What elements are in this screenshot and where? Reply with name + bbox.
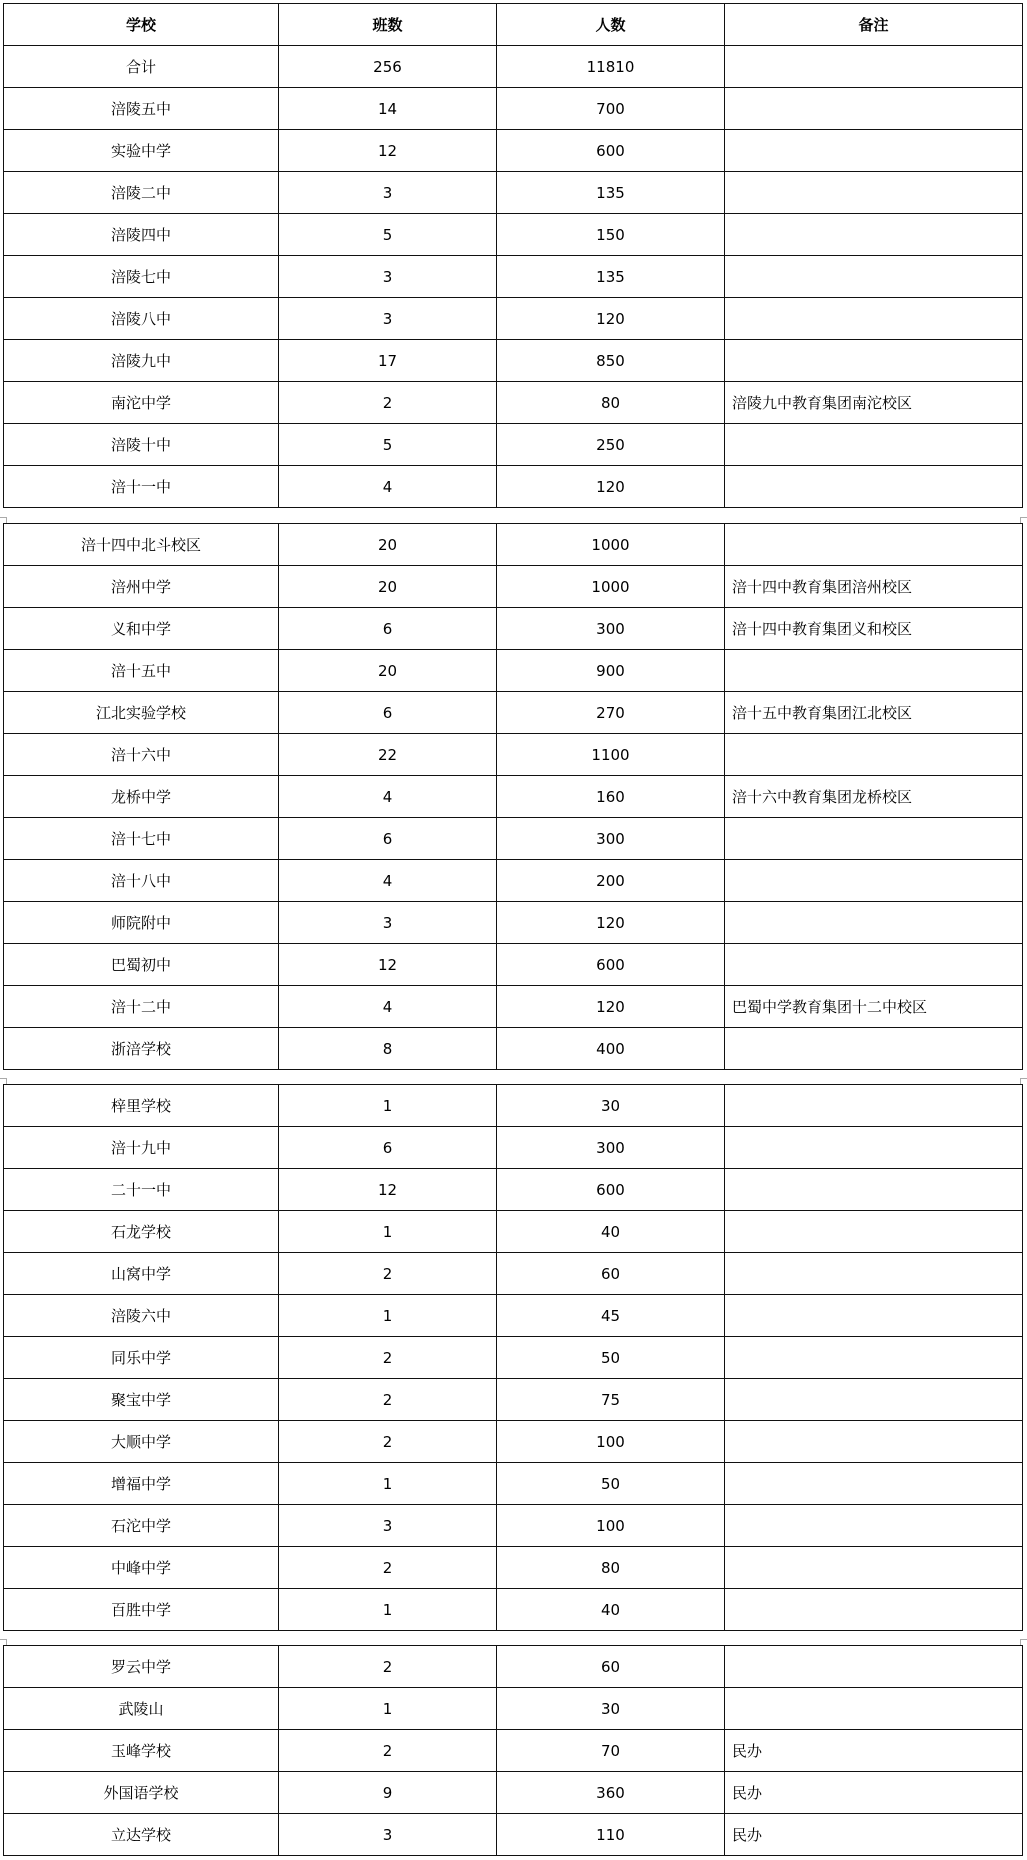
cell-school: 武陵山	[4, 1688, 279, 1730]
cell-note	[725, 88, 1023, 130]
cell-classes: 2	[279, 1730, 497, 1772]
cell-classes: 3	[279, 298, 497, 340]
cell-school: 涪十二中	[4, 986, 279, 1028]
table-row	[4, 1772, 1023, 1814]
cell-note	[725, 214, 1023, 256]
cell-school: 梓里学校	[4, 1085, 279, 1127]
cell-school: 师院附中	[4, 902, 279, 944]
cell-students: 50	[497, 1337, 725, 1379]
cell-school: 玉峰学校	[4, 1730, 279, 1772]
table-row	[4, 1379, 1023, 1421]
cell-school: 涪十一中	[4, 466, 279, 508]
cell-classes: 6	[279, 608, 497, 650]
cell-school: 聚宝中学	[4, 1379, 279, 1421]
cell-note	[725, 130, 1023, 172]
cell-classes: 3	[279, 256, 497, 298]
cell-students: 60	[497, 1253, 725, 1295]
cell-school: 实验中学	[4, 130, 279, 172]
cell-classes: 20	[279, 650, 497, 692]
cell-note	[725, 1085, 1023, 1127]
cell-classes: 8	[279, 1028, 497, 1070]
cell-school: 涪陵九中	[4, 340, 279, 382]
cell-students: 80	[497, 382, 725, 424]
cell-classes: 9	[279, 1772, 497, 1814]
cell-classes: 4	[279, 466, 497, 508]
cell-classes: 1	[279, 1589, 497, 1631]
cell-note	[725, 1295, 1023, 1337]
cell-school: 涪十八中	[4, 860, 279, 902]
cell-classes: 2	[279, 1379, 497, 1421]
cell-students: 200	[497, 860, 725, 902]
cell-school: 涪陵五中	[4, 88, 279, 130]
cell-classes: 4	[279, 860, 497, 902]
cell-school: 百胜中学	[4, 1589, 279, 1631]
cell-school: 涪十五中	[4, 650, 279, 692]
cell-students: 30	[497, 1688, 725, 1730]
cell-students: 1100	[497, 734, 725, 776]
cell-note	[725, 1211, 1023, 1253]
cell-note	[725, 818, 1023, 860]
school-table	[3, 1645, 1023, 1856]
cell-school: 龙桥中学	[4, 776, 279, 818]
cell-students: 70	[497, 1730, 725, 1772]
table-row	[4, 1169, 1023, 1211]
cell-classes: 5	[279, 424, 497, 466]
cell-school: 义和中学	[4, 608, 279, 650]
cell-classes: 17	[279, 340, 497, 382]
cell-students: 75	[497, 1379, 725, 1421]
cell-classes: 5	[279, 214, 497, 256]
cell-school: 涪陵十中	[4, 424, 279, 466]
table-segment-4	[3, 1645, 1022, 1856]
cell-note	[725, 1547, 1023, 1589]
cell-note: 民办	[725, 1730, 1023, 1772]
table-row	[4, 466, 1023, 508]
cell-students: 50	[497, 1463, 725, 1505]
cell-school: 浙涪学校	[4, 1028, 279, 1070]
table-row	[4, 1421, 1023, 1463]
cell-note	[725, 1379, 1023, 1421]
cell-classes: 1	[279, 1463, 497, 1505]
cell-students: 600	[497, 130, 725, 172]
cell-students: 700	[497, 88, 725, 130]
table-row	[4, 986, 1023, 1028]
cell-school: 石沱中学	[4, 1505, 279, 1547]
cell-note	[725, 466, 1023, 508]
table-row	[4, 1295, 1023, 1337]
cell-students: 100	[497, 1505, 725, 1547]
table-row	[4, 256, 1023, 298]
cell-school: 罗云中学	[4, 1646, 279, 1688]
cell-classes: 22	[279, 734, 497, 776]
cell-students: 100	[497, 1421, 725, 1463]
cell-note: 涪十五中教育集团江北校区	[725, 692, 1023, 734]
cell-note	[725, 650, 1023, 692]
cell-classes: 2	[279, 1646, 497, 1688]
cell-students: 120	[497, 298, 725, 340]
cell-students: 120	[497, 902, 725, 944]
table-row	[4, 1253, 1023, 1295]
table-row	[4, 1211, 1023, 1253]
cell-students: 160	[497, 776, 725, 818]
cell-students: 270	[497, 692, 725, 734]
cell-note	[725, 524, 1023, 566]
table-row	[4, 650, 1023, 692]
cell-classes: 2	[279, 382, 497, 424]
cell-classes: 1	[279, 1085, 497, 1127]
cell-students: 40	[497, 1211, 725, 1253]
cell-school: 涪十九中	[4, 1127, 279, 1169]
school-table	[3, 523, 1023, 1070]
table-row	[4, 566, 1023, 608]
cell-note	[725, 1253, 1023, 1295]
cell-school: 二十一中	[4, 1169, 279, 1211]
table-segment-1	[3, 3, 1022, 508]
cell-students: 135	[497, 256, 725, 298]
cell-classes: 2	[279, 1547, 497, 1589]
cell-note	[725, 298, 1023, 340]
cell-note	[725, 172, 1023, 214]
cell-classes: 2	[279, 1421, 497, 1463]
cell-students: 1000	[497, 566, 725, 608]
cell-classes: 3	[279, 1505, 497, 1547]
cell-students: 850	[497, 340, 725, 382]
table-row	[4, 340, 1023, 382]
cell-classes: 12	[279, 130, 497, 172]
cell-note	[725, 1688, 1023, 1730]
table-row	[4, 1463, 1023, 1505]
cell-note: 涪十四中教育集团涪州校区	[725, 566, 1023, 608]
cell-classes: 6	[279, 692, 497, 734]
cell-school: 涪十四中北斗校区	[4, 524, 279, 566]
cell-students: 360	[497, 1772, 725, 1814]
cell-students: 600	[497, 944, 725, 986]
cell-students: 300	[497, 818, 725, 860]
table-row	[4, 382, 1023, 424]
table-row	[4, 1730, 1023, 1772]
school-table	[3, 3, 1023, 508]
cell-note	[725, 424, 1023, 466]
table-row	[4, 1505, 1023, 1547]
table-segment-3	[3, 1084, 1022, 1631]
cell-school: 涪州中学	[4, 566, 279, 608]
cell-school: 涪陵七中	[4, 256, 279, 298]
table-row	[4, 130, 1023, 172]
cell-classes: 3	[279, 902, 497, 944]
cell-school: 石龙学校	[4, 1211, 279, 1253]
table-segment-2	[3, 523, 1022, 1070]
table-row	[4, 424, 1023, 466]
cell-note	[725, 1337, 1023, 1379]
cell-note	[725, 1646, 1023, 1688]
cell-note: 涪十六中教育集团龙桥校区	[725, 776, 1023, 818]
header-students: 人数	[497, 4, 725, 46]
cell-students: 250	[497, 424, 725, 466]
cell-school: 涪陵四中	[4, 214, 279, 256]
cell-students: 45	[497, 1295, 725, 1337]
cell-classes: 4	[279, 986, 497, 1028]
cell-classes: 1	[279, 1295, 497, 1337]
table-row	[4, 902, 1023, 944]
table-row	[4, 1688, 1023, 1730]
table-row	[4, 776, 1023, 818]
cell-students: 900	[497, 650, 725, 692]
cell-note	[725, 1127, 1023, 1169]
cell-note	[725, 1421, 1023, 1463]
cell-note	[725, 1505, 1023, 1547]
table-row	[4, 46, 1023, 88]
cell-classes: 20	[279, 524, 497, 566]
cell-school: 南沱中学	[4, 382, 279, 424]
cell-students: 400	[497, 1028, 725, 1070]
cell-school: 涪陵八中	[4, 298, 279, 340]
table-row	[4, 1589, 1023, 1631]
cell-note	[725, 1028, 1023, 1070]
table-row	[4, 524, 1023, 566]
cell-students: 300	[497, 608, 725, 650]
cell-students: 600	[497, 1169, 725, 1211]
cell-note	[725, 734, 1023, 776]
cell-students: 40	[497, 1589, 725, 1631]
cell-classes: 1	[279, 1688, 497, 1730]
cell-school: 中峰中学	[4, 1547, 279, 1589]
cell-students: 300	[497, 1127, 725, 1169]
table-row	[4, 1646, 1023, 1688]
cell-students: 150	[497, 214, 725, 256]
cell-students: 120	[497, 466, 725, 508]
cell-students: 1000	[497, 524, 725, 566]
header-classes: 班数	[279, 4, 497, 46]
cell-school: 同乐中学	[4, 1337, 279, 1379]
cell-school: 外国语学校	[4, 1772, 279, 1814]
cell-note	[725, 1589, 1023, 1631]
table-row	[4, 214, 1023, 256]
cell-classes: 2	[279, 1337, 497, 1379]
table-row	[4, 860, 1023, 902]
cell-school: 涪十六中	[4, 734, 279, 776]
cell-school: 合计	[4, 46, 279, 88]
cell-students: 60	[497, 1646, 725, 1688]
cell-classes: 4	[279, 776, 497, 818]
table-row	[4, 1547, 1023, 1589]
cell-note	[725, 256, 1023, 298]
cell-classes: 1	[279, 1211, 497, 1253]
cell-note: 涪陵九中教育集团南沱校区	[725, 382, 1023, 424]
cell-note: 涪十四中教育集团义和校区	[725, 608, 1023, 650]
cell-school: 增福中学	[4, 1463, 279, 1505]
cell-note	[725, 902, 1023, 944]
cell-school: 涪十七中	[4, 818, 279, 860]
cell-note	[725, 1169, 1023, 1211]
cell-classes: 12	[279, 1169, 497, 1211]
cell-school: 江北实验学校	[4, 692, 279, 734]
cell-school: 涪陵六中	[4, 1295, 279, 1337]
table-row	[4, 944, 1023, 986]
table-row	[4, 1127, 1023, 1169]
table-row	[4, 818, 1023, 860]
header-school: 学校	[4, 4, 279, 46]
cell-classes: 3	[279, 172, 497, 214]
table-row	[4, 1337, 1023, 1379]
cell-students: 120	[497, 986, 725, 1028]
cell-students: 80	[497, 1547, 725, 1589]
table-row	[4, 1814, 1023, 1856]
cell-school: 立达学校	[4, 1814, 279, 1856]
cell-note: 民办	[725, 1772, 1023, 1814]
cell-note: 民办	[725, 1814, 1023, 1856]
cell-students: 30	[497, 1085, 725, 1127]
cell-school: 巴蜀初中	[4, 944, 279, 986]
cell-classes: 6	[279, 1127, 497, 1169]
cell-school: 大顺中学	[4, 1421, 279, 1463]
table-row	[4, 88, 1023, 130]
cell-students: 11810	[497, 46, 725, 88]
cell-classes: 3	[279, 1814, 497, 1856]
cell-students: 110	[497, 1814, 725, 1856]
cell-classes: 12	[279, 944, 497, 986]
table-row	[4, 692, 1023, 734]
table-row	[4, 1028, 1023, 1070]
cell-classes: 14	[279, 88, 497, 130]
school-table	[3, 1084, 1023, 1631]
cell-classes: 6	[279, 818, 497, 860]
cell-note: 巴蜀中学教育集团十二中校区	[725, 986, 1023, 1028]
cell-students: 135	[497, 172, 725, 214]
table-row	[4, 1085, 1023, 1127]
table-row	[4, 298, 1023, 340]
table-row	[4, 734, 1023, 776]
cell-classes: 2	[279, 1253, 497, 1295]
header-note: 备注	[725, 4, 1023, 46]
cell-classes: 256	[279, 46, 497, 88]
cell-note	[725, 944, 1023, 986]
cell-school: 涪陵二中	[4, 172, 279, 214]
table-row	[4, 172, 1023, 214]
cell-school: 山窝中学	[4, 1253, 279, 1295]
table-row	[4, 608, 1023, 650]
table-header-row	[4, 4, 1023, 46]
cell-note	[725, 46, 1023, 88]
cell-note	[725, 860, 1023, 902]
cell-classes: 20	[279, 566, 497, 608]
cell-note	[725, 340, 1023, 382]
cell-note	[725, 1463, 1023, 1505]
